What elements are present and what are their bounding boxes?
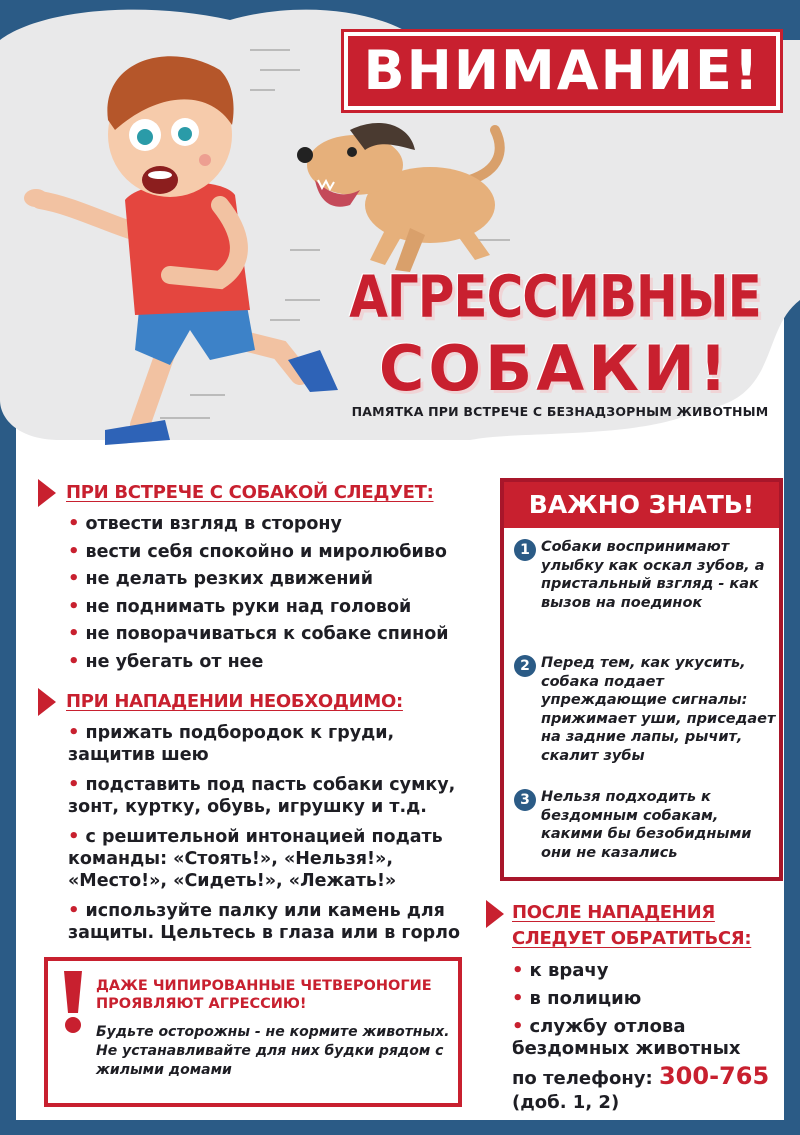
warning-body: Будьте осторожны - не кормите животных. Не устанавливайте для них будки рядом с жилыми домами bbox=[96, 1024, 450, 1078]
after-list bbox=[512, 960, 772, 1066]
list-item: • прижать подбородок к груди, защитив шею bbox=[68, 722, 395, 765]
list-item: • не поворачиваться к собаке спиной bbox=[68, 623, 449, 644]
after-heading-line1: ПОСЛЕ НАПАДЕНИЯ bbox=[512, 902, 715, 923]
after-heading-line2: СЛЕДУЕТ ОБРАТИТЬСЯ: bbox=[512, 928, 752, 949]
title-aggressive: АГРЕССИВНЫЕ bbox=[349, 263, 761, 331]
list-item: • не делать резких движений bbox=[68, 568, 373, 589]
phone-number: 300-765 bbox=[658, 1062, 770, 1090]
poster-subtitle: ПАМЯТКА ПРИ ВСТРЕЧЕ С БЕЗНАДЗОРНЫМ ЖИВОТНЫМ bbox=[351, 404, 769, 419]
important-heading: ВАЖНО ЗНАТЬ! bbox=[504, 482, 779, 528]
list-item: • к врачу bbox=[512, 960, 609, 981]
list-item: • отвести взгляд в сторону bbox=[68, 513, 342, 534]
warning-box bbox=[44, 957, 462, 1107]
list-item: • в полицию bbox=[512, 988, 642, 1009]
section-arrow-icon bbox=[38, 479, 56, 507]
list-item: • службу отлова бездомных животных bbox=[512, 1016, 741, 1059]
meeting-heading: ПРИ ВСТРЕЧЕ С СОБАКОЙ СЛЕДУЕТ: bbox=[66, 482, 434, 503]
section-arrow-icon bbox=[38, 688, 56, 716]
phone-line: по телефону: 300-765 (доб. 1, 2) bbox=[512, 1062, 770, 1113]
angry-dog-illustration bbox=[290, 110, 530, 280]
list-item: • не поднимать руки над головой bbox=[68, 595, 412, 617]
important-box: ВАЖНО ЗНАТЬ! 1 Собаки воспринимают улыбку как оскал зубов, а пристальный взгляд - как вызов на поединок 2 Перед тем, как укусить, собака подает упреждающие сигналы: прижимает уши, приседает на задние лапы, рычит, скалит зубы 3 Нельзя подходить к бездомным собакам, какими бы безобидными они не казались bbox=[500, 478, 783, 881]
warning-heading: ДАЖЕ ЧИПИРОВАННЫЕ ЧЕТВЕРОНОГИЕ ПРОЯВЛЯЮТ АГРЕССИЮ! bbox=[96, 978, 432, 1012]
phone-extension: (доб. 1, 2) bbox=[512, 1092, 620, 1113]
list-item: • вести себя спокойно и миролюбиво bbox=[68, 540, 447, 562]
list-item: • используйте палку или камень для защиты. Цельтесь в глаза или в горло bbox=[68, 900, 460, 943]
meeting-list bbox=[68, 513, 488, 678]
list-item: • с решительной интонацией подать команды: «Стоять!», «Нельзя!», «Место!», «Сидеть!», «Лежать!» bbox=[68, 826, 443, 891]
attention-banner: ВНИМАНИЕ! bbox=[344, 32, 780, 110]
list-item: • подставить под пасть собаки сумку, зонт, куртку, обувь, игрушку и т.д. bbox=[68, 774, 456, 817]
list-item: • не убегать от нее bbox=[68, 650, 264, 672]
attack-list bbox=[68, 722, 478, 952]
title-dogs: СОБАКИ! bbox=[378, 332, 732, 405]
attack-heading: ПРИ НАПАДЕНИИ НЕОБХОДИМО: bbox=[66, 691, 403, 712]
section-arrow-icon bbox=[486, 900, 504, 928]
exclamation-icon bbox=[58, 967, 88, 1037]
